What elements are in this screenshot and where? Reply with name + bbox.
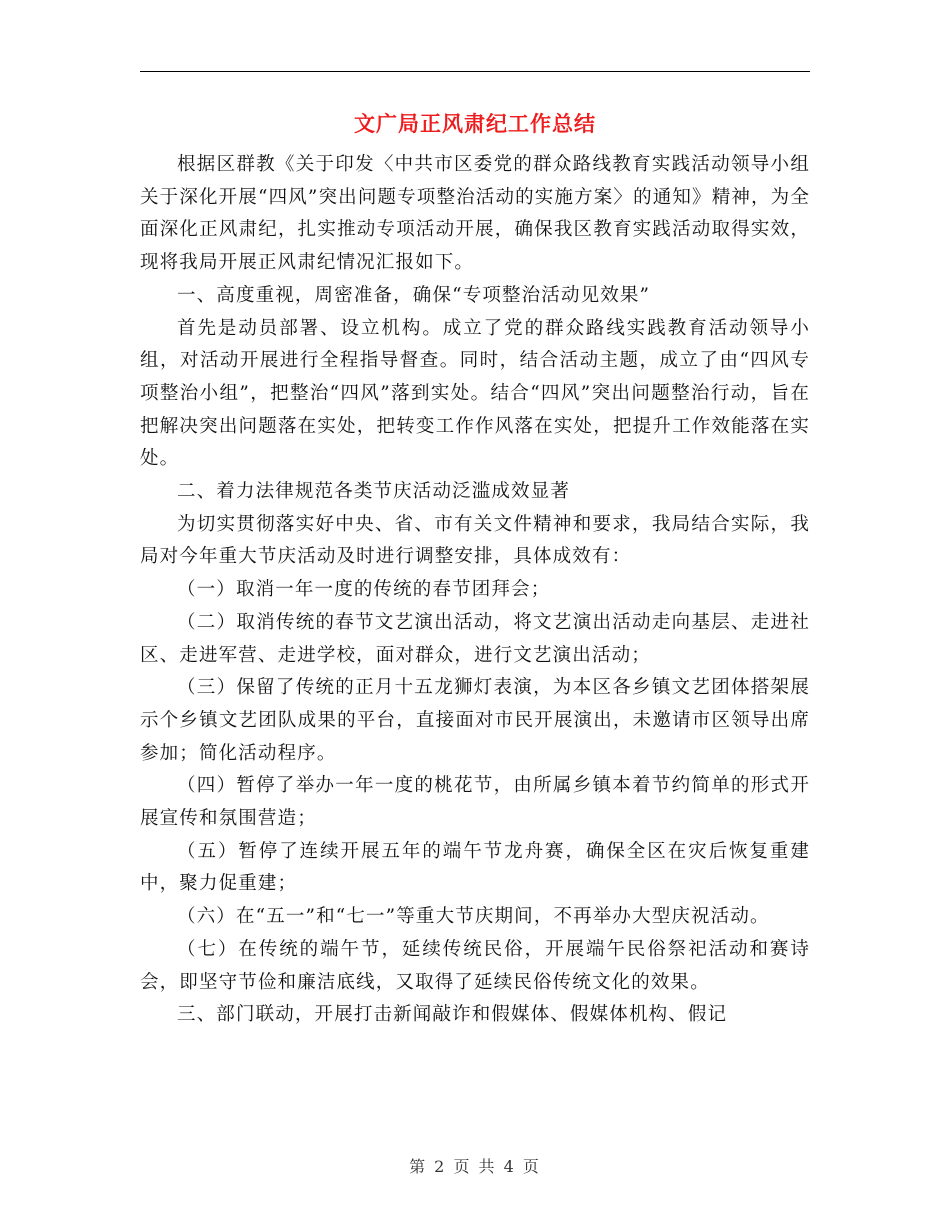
paragraph-section-2: 为切实贯彻落实好中央、省、市有关文件精神和要求，我局结合实际，我局对今年重大节庆活动及时进行调整安排，具体成效有： — [140, 513, 810, 568]
paragraph-intro: 根据区群教《关于印发〈中共市区委党的群众路线教育实践活动领导小组关于深化开展“四风”突出问题专项整治活动的实施方案〉的通知》精神，为全面深化正风肃纪，扎实推动专项活动开展，确保我区教育实践活动取得实效，现将我局开展正风肃纪情况汇报如下。 — [140, 154, 810, 274]
list-item-3: （三）保留了传统的正月十五龙狮灯表演，为本区各乡镇文艺团体搭架展示个乡镇文艺团队成果的平台，直接面对市民开展演出，未邀请市区领导出席参加；简化活动程序。 — [140, 677, 810, 764]
list-item-6: （六）在“五一”和“七一”等重大节庆期间，不再举办大型庆祝活动。 — [177, 906, 770, 928]
list-item-1: （一）取消一年一度的传统的春节团拜会； — [177, 579, 551, 601]
paragraph-section-1: 首先是动员部署、设立机构。成立了党的群众路线实践教育活动领导小组，对活动开展进行全程指导督查。同时，结合活动主题，成立了由“四风专项整治小组”，把整治“四风”落到实处。结合“四风”突出问题整治行动，旨在把解决突出问题落在实处，把转变工作作风落在实处，把提升工作效能落在实处。 — [140, 317, 810, 470]
list-item-5: （五）暂停了连续开展五年的端午节龙舟赛，确保全区在灾后恢复重建中，聚力促重建； — [140, 840, 810, 895]
list-item-2: （二）取消传统的春节文艺演出活动，将文艺演出活动走向基层、走进社区、走进军营、走进学校，面对群众，进行文艺演出活动； — [140, 611, 810, 666]
document-body — [140, 149, 810, 1032]
list-item-7: （七）在传统的端午节，延续传统民俗，开展端午民俗祭祀活动和赛诗会，即坚守节俭和廉洁底线，又取得了延续民俗传统文化的效果。 — [140, 938, 810, 993]
page-number: 第 2 页 共 4 页 — [409, 1157, 541, 1176]
section-heading-1: 一、高度重视，周密准备，确保“专项整治活动见效果” — [177, 284, 651, 306]
header-rule — [140, 71, 810, 72]
section-heading-3: 三、部门联动，开展打击新闻敲诈和假媒体、假媒体机构、假记 — [177, 1004, 728, 1026]
list-item-4: （四）暂停了举办一年一度的桃花节，由所属乡镇本着节约简单的形式开展宣传和氛围营造； — [140, 775, 810, 830]
document-title: 文广局正风肃纪工作总结 — [354, 112, 596, 136]
section-heading-2: 二、着力法律规范各类节庆活动泛滥成效显著 — [177, 481, 571, 503]
